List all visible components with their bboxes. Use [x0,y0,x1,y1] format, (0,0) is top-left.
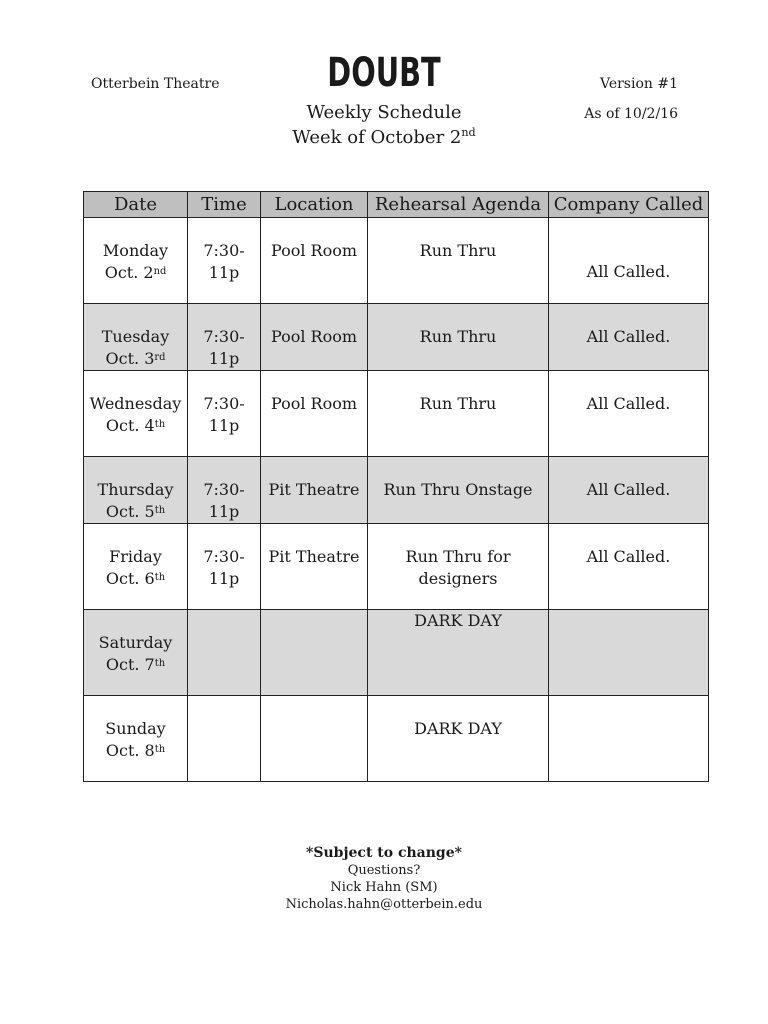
time-end: 11p [208,263,240,282]
agenda-line: Run Thru Onstage [383,480,533,499]
day-date [84,501,187,523]
table-header-row [84,192,709,218]
date-cell [84,371,188,457]
date-suffix: rd [154,352,166,364]
date-text: Oct. 5 [105,502,155,521]
date-text: Oct. 6 [105,569,155,588]
week-of-suffix: nd [461,125,476,139]
table-row [84,524,709,610]
schedule-table [83,191,709,782]
day-date [84,654,187,676]
date-suffix: th [154,658,166,670]
day-date [84,740,187,762]
time-end: 11p [208,569,240,588]
agenda-cell: DARK DAY [368,610,549,696]
date-cell [84,304,188,371]
schedule-type: Weekly Schedule [306,102,462,123]
time-start: 7:30- [203,480,245,499]
date-cell [84,524,188,610]
time-cell [188,304,261,371]
agenda-line: Run Thru [419,327,497,346]
footer [0,845,768,913]
header-location: Location [261,192,368,218]
day-date [84,568,187,590]
questions-label: Questions? [347,863,421,878]
agenda-cell [368,371,549,457]
date-cell [84,696,188,782]
date-text: Oct. 2 [104,263,154,282]
date-text: Oct. 8 [105,741,155,760]
agenda-cell: DARK DAY [368,696,549,782]
date-cell [84,610,188,696]
time-start: 7:30- [203,241,245,260]
table-row [84,371,709,457]
time-cell [188,218,261,304]
time-start: 7:30- [203,394,245,413]
week-of [0,127,768,148]
company-called-cell: All Called. [549,524,709,610]
header-agenda: Rehearsal Agenda [368,192,549,218]
agenda-line: designers [418,569,498,588]
date-text: Oct. 3 [105,349,155,368]
location-cell: Pit Theatre [261,524,368,610]
time-cell [188,524,261,610]
week-of-text: Week of October 2 [292,127,462,148]
table-row [84,457,709,524]
location-cell: Pool Room [261,218,368,304]
contact-name: Nick Hahn (SM) [330,880,438,895]
agenda-cell [368,304,549,371]
location-cell: Pit Theatre [261,457,368,524]
organization-name: Otterbein Theatre [91,76,220,92]
day-name: Sunday [105,719,166,738]
header-time: Time [188,192,261,218]
show-title: DOUBT [327,50,441,96]
date-text: Oct. 7 [105,655,155,674]
agenda-cell [368,218,549,304]
time-cell [188,371,261,457]
time-start: 7:30- [203,547,245,566]
location-cell [261,696,368,782]
table-row [84,218,709,304]
time-cell [188,696,261,782]
time-end: 11p [208,502,240,521]
location-cell [261,610,368,696]
header-date: Date [84,192,188,218]
version-label: Version #1 [600,76,678,92]
day-name: Saturday [98,633,173,652]
company-called-cell: All Called. [549,371,709,457]
date-cell [84,218,188,304]
contact-email: Nicholas.hahn@otterbein.edu [285,897,483,912]
company-called-cell: All Called. [549,218,709,304]
agenda-cell [368,457,549,524]
day-date [84,262,187,284]
time-end: 11p [208,349,240,368]
date-suffix: nd [153,266,167,278]
company-called-cell [549,610,709,696]
day-name: Thursday [97,480,174,499]
table-row [84,696,709,782]
header-company-called: Company Called [549,192,709,218]
day-name: Monday [102,241,169,260]
day-date [84,348,187,370]
day-name: Friday [109,547,162,566]
time-cell [188,610,261,696]
change-notice: *Subject to change* [306,845,462,861]
agenda-line: Run Thru for [405,547,511,566]
time-start: 7:30- [203,327,245,346]
company-called-cell [549,696,709,782]
day-name: Tuesday [101,327,170,346]
as-of-date: As of 10/2/16 [584,106,678,122]
date-suffix: th [154,505,166,517]
agenda-cell [368,524,549,610]
table-row [84,304,709,371]
time-cell [188,457,261,524]
company-called-cell: All Called. [549,304,709,371]
day-name: Wednesday [89,394,182,413]
date-suffix: th [154,744,166,756]
date-text: Oct. 4 [105,416,155,435]
agenda-line: Run Thru [419,241,497,260]
date-cell [84,457,188,524]
location-cell: Pool Room [261,371,368,457]
agenda-line: Run Thru [419,394,497,413]
day-date [84,415,187,437]
location-cell: Pool Room [261,304,368,371]
table-row [84,610,709,696]
company-called-cell: All Called. [549,457,709,524]
time-end: 11p [208,416,240,435]
date-suffix: th [154,572,166,584]
date-suffix: th [154,419,166,431]
